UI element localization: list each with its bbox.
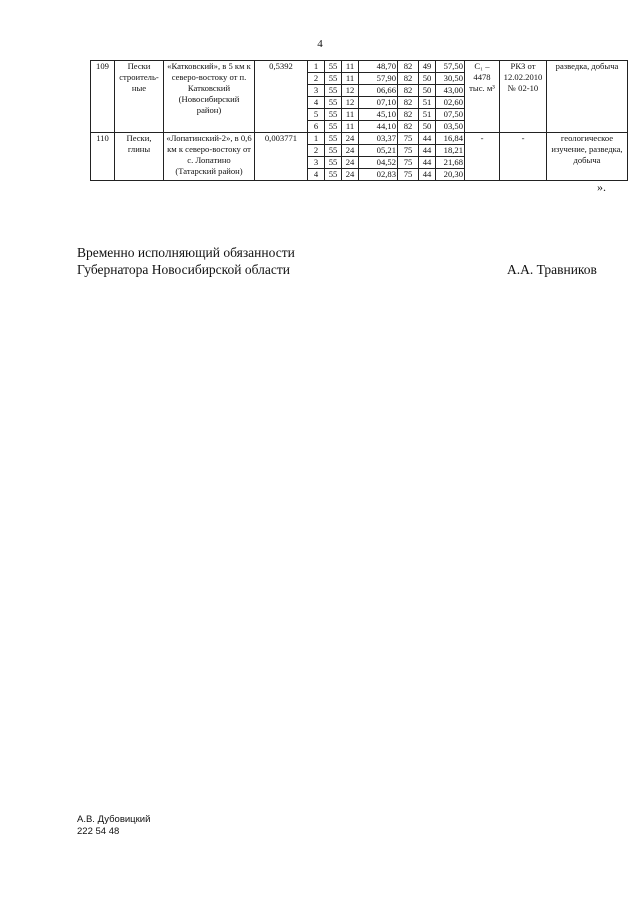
executor-phone: 222 54 48: [77, 826, 120, 837]
coordinate-cell: 51: [419, 97, 436, 109]
deposit-area: 0,003771: [255, 133, 308, 181]
coordinate-cell: 75: [398, 169, 419, 181]
signatory-position-line-2: Губернатора Новосибирской области: [77, 262, 291, 277]
coordinate-cell: 75: [398, 133, 419, 145]
coordinate-cell: 55: [325, 61, 342, 73]
coordinate-cell: 82: [398, 109, 419, 121]
coordinate-cell: 55: [325, 97, 342, 109]
coordinate-cell: 11: [342, 73, 359, 85]
coordinate-cell: 24: [342, 145, 359, 157]
coordinate-cell: 07,50: [436, 109, 465, 121]
coordinate-cell: 6: [308, 121, 325, 133]
coordinate-cell: 82: [398, 97, 419, 109]
coordinate-cell: 44,10: [359, 121, 398, 133]
coordinate-cell: 50: [419, 121, 436, 133]
coordinate-cell: 82: [398, 85, 419, 97]
coordinate-cell: 30,50: [436, 73, 465, 85]
closing-quote: ».: [597, 180, 606, 194]
coordinate-cell: 06,66: [359, 85, 398, 97]
coordinate-cell: 11: [342, 109, 359, 121]
coordinate-cell: 3: [308, 85, 325, 97]
table-row: [91, 61, 628, 73]
coordinate-cell: 55: [325, 121, 342, 133]
coordinate-cell: 21,68: [436, 157, 465, 169]
coordinate-cell: 57,90: [359, 73, 398, 85]
coordinate-cell: 55: [325, 73, 342, 85]
coordinate-cell: 11: [342, 121, 359, 133]
coordinate-cell: 3: [308, 157, 325, 169]
usage-purpose: разведка, добыча: [547, 61, 628, 133]
coordinate-cell: 75: [398, 145, 419, 157]
coordinate-cell: 2: [308, 73, 325, 85]
coordinate-cell: 44: [419, 145, 436, 157]
coordinate-cell: 02,83: [359, 169, 398, 181]
deposit-area: 0,5392: [255, 61, 308, 133]
coordinate-cell: 82: [398, 121, 419, 133]
coordinate-cell: 20,30: [436, 169, 465, 181]
coordinate-cell: 44: [419, 157, 436, 169]
page-number: 4: [317, 38, 323, 50]
coordinate-cell: 1: [308, 133, 325, 145]
coordinate-cell: 55: [325, 109, 342, 121]
deposit-number: 109: [91, 61, 115, 133]
deposit-name-location: «Катковский», в 5 км к северо-востоку от п. Катковский (Новосибирский район): [164, 61, 255, 133]
approval-protocol: -: [500, 133, 547, 181]
deposits-table: [90, 60, 628, 181]
reserves: -: [465, 133, 500, 181]
coordinate-cell: 55: [325, 133, 342, 145]
signatory-position: [77, 244, 295, 278]
coordinate-cell: 11: [342, 61, 359, 73]
coordinate-cell: 04,52: [359, 157, 398, 169]
coordinate-cell: 02,60: [436, 97, 465, 109]
deposit-name-location: «Лопатинский-2», в 0,6 км к северо-востоку от с. Лопатино (Татарский район): [164, 133, 255, 181]
coordinate-cell: 44: [419, 133, 436, 145]
coordinate-cell: 03,37: [359, 133, 398, 145]
coordinate-cell: 49: [419, 61, 436, 73]
coordinate-cell: 55: [325, 169, 342, 181]
coordinate-cell: 75: [398, 157, 419, 169]
coordinate-cell: 2: [308, 145, 325, 157]
reserves: C₁ – 4478 тыс. м³: [465, 61, 500, 133]
coordinate-cell: 57,50: [436, 61, 465, 73]
usage-purpose: геологическое изучение, разведка, добыча: [547, 133, 628, 181]
table-row: [91, 133, 628, 145]
coordinate-cell: 03,50: [436, 121, 465, 133]
coordinate-cell: 12: [342, 85, 359, 97]
coordinate-cell: 12: [342, 97, 359, 109]
coordinate-cell: 48,70: [359, 61, 398, 73]
coordinate-cell: 05,21: [359, 145, 398, 157]
coordinate-cell: 45,10: [359, 109, 398, 121]
coordinate-cell: 44: [419, 169, 436, 181]
coordinate-cell: 5: [308, 109, 325, 121]
coordinate-cell: 07,10: [359, 97, 398, 109]
coordinate-cell: 50: [419, 85, 436, 97]
coordinate-cell: 55: [325, 145, 342, 157]
coordinate-cell: 55: [325, 85, 342, 97]
coordinate-cell: 18,21: [436, 145, 465, 157]
mineral-type: Пески, глины: [115, 133, 164, 181]
deposit-number: 110: [91, 133, 115, 181]
coordinate-cell: 24: [342, 157, 359, 169]
mineral-type: Пески строитель-ные: [115, 61, 164, 133]
coordinate-cell: 50: [419, 73, 436, 85]
coordinate-cell: 82: [398, 73, 419, 85]
executor-block: [77, 814, 150, 838]
approval-protocol: РКЗ от 12.02.2010 № 02-10: [500, 61, 547, 133]
coordinate-cell: 1: [308, 61, 325, 73]
executor-name: А.В. Дубовицкий: [77, 814, 151, 825]
coordinate-cell: 82: [398, 61, 419, 73]
coordinate-cell: 24: [342, 169, 359, 181]
coordinate-cell: 4: [308, 97, 325, 109]
coordinate-cell: 16,84: [436, 133, 465, 145]
coordinate-cell: 4: [308, 169, 325, 181]
signatory-name: А.А. Травников: [507, 262, 597, 277]
coordinate-cell: 55: [325, 157, 342, 169]
coordinate-cell: 51: [419, 109, 436, 121]
coordinate-cell: 43,00: [436, 85, 465, 97]
signatory-position-line-1: Временно исполняющий обязанности: [77, 245, 295, 260]
coordinate-cell: 24: [342, 133, 359, 145]
